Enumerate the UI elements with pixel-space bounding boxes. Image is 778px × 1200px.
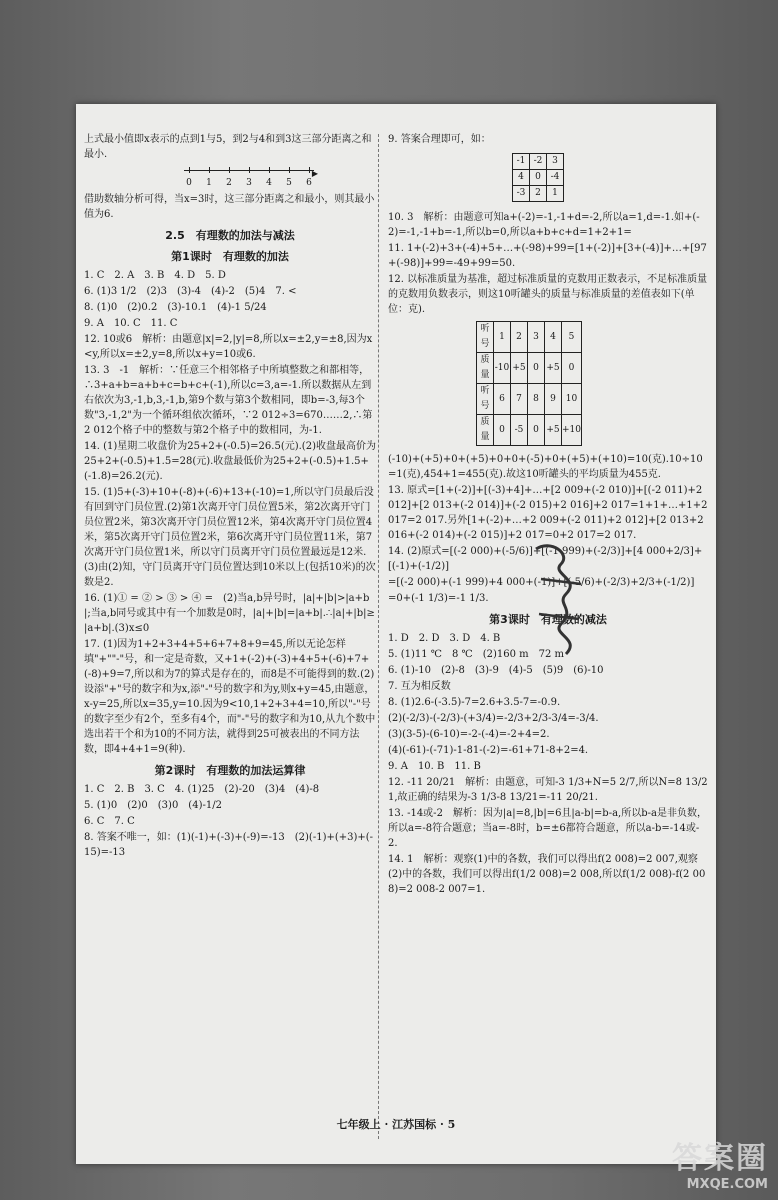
table-cell: -5	[511, 415, 528, 446]
lesson-2-title: 第2课时 有理数的加法运算律	[154, 764, 306, 777]
table-cell: -1	[513, 154, 530, 170]
table-cell: 听号	[477, 322, 494, 353]
section-title: 2.5 有理数的加法与减法	[165, 229, 295, 242]
answer-item: 1. C 2. B 3. C 4. (1)25 (2)-20 (3)4 (4)-8	[84, 784, 320, 795]
number-line-label: 4	[266, 178, 272, 188]
answer-item: 12. -11 20/21 解析：由题意，可知-3 1/3+N=5 2/7,所以N=8 13/21,故正确的结果为-3 1/3-8 13/21=-11 20/21.	[388, 777, 708, 803]
answer-item: 13. -14或-2 解析：因为|a|=8,|b|=6且|a-b|=b-a,所以b-a是非负数，所以a=-8符合题意；当a=-8时，b=±6都符合题意，所以a-b=-14或-2.	[388, 808, 707, 849]
lesson-1-answers	[84, 268, 376, 757]
table-cell: 0	[528, 353, 545, 384]
answer-item: 12. 以标准质量为基准，超过标准质量的克数用正数表示，不足标准质量的克数用负数表示，则这10听罐头的质量与标准质量的差值表如下(单位：克).	[388, 274, 708, 315]
column-divider	[378, 134, 379, 1139]
answer-item: 12. 10或6 解析：由题意|x|=2,|y|=8,所以x=±2,y=±8,因为x<y,所以x=±2,y=8,所以x+y=10或6.	[84, 334, 373, 360]
table-cell: 听号	[477, 384, 494, 415]
lesson-1-title: 第1课时 有理数的加法	[171, 250, 289, 263]
magic-square-row	[513, 186, 564, 202]
weights-row	[477, 322, 582, 353]
table-cell: 质量	[477, 415, 494, 446]
answer-item: 17. (1)因为1+2+3+4+5+6+7+8+9=45,所以无论怎样填"+""-"号，和一定是奇数，又+1+(-2)+(-3)+4+5+(-6)+7+(-8)+9=7,所以和为7的算式是存在的，而8是不可能得到的数.(2)设添"+"号的数字和为x,添"-"号的数字和为y,则x+y=45,由题意，x-y=25,所以x=35,y=10.因为9<10,1+2+3+4=10,所以"-"号的数字至少有2个，至多有4个，而"-"号的数字和为10,从九个数中选出若干个和为10的不同方法，就得到25可被表出的不同方法数，即4+4+1=9(种).	[84, 639, 376, 755]
table-cell: 0	[530, 170, 547, 186]
answer-item: 8. 答案不唯一，如：(1)(-1)+(-3)+(-9)=-13 (2)(-1)+(+3)+(-15)=-13	[84, 832, 374, 858]
answer-item: 11. 1+(-2)+3+(-4)+5+…+(-98)+99=[1+(-2)]+[3+(-4)]+…+[97+(-98)]+99=-49+99=50.	[388, 243, 707, 269]
magic-square-row	[513, 154, 564, 170]
table-cell: 7	[511, 384, 528, 415]
left-column	[84, 132, 376, 861]
weights-row	[477, 415, 582, 446]
answer-item: 9. A 10. C 11. C	[84, 318, 178, 329]
table-cell: 质量	[477, 353, 494, 384]
watermark-url: MXQE.COM	[686, 1177, 768, 1192]
answer-item: (4)(-61)-(-71)-1-81-(-2)=-61+71-8+2=4.	[388, 745, 589, 756]
answer-item: 8. (1)0 (2)0.2 (3)-10.1 (4)-1 5/24	[84, 302, 267, 313]
weights-table	[476, 321, 582, 446]
answer-item: 7. 互为相反数	[388, 681, 451, 692]
answer-item: 5. (1)0 (2)0 (3)0 (4)-1/2	[84, 800, 222, 811]
table-cell: +10	[562, 415, 582, 446]
table-cell: 4	[545, 322, 562, 353]
page-footer: 七年级上 · 江苏国标 · 5	[336, 1118, 456, 1131]
answer-item: 14. (1)星期二收盘价为25+2+(-0.5)=26.5(元).(2)收盘最高价为25+2+(-0.5)+1.5=28(元).收盘最低价为25+2+(-0.5)+1.5+(-1.8)=26.2(元).	[84, 441, 376, 482]
number-line-label: 5	[286, 178, 292, 188]
answer-item: (3)(3-5)-(6-10)=-2-(-4)=-2+4=2.	[388, 729, 550, 740]
table-cell: -3	[513, 186, 530, 202]
table-cell: 3	[528, 322, 545, 353]
number-line-label: 6	[306, 178, 312, 188]
answer-item: 14. 1 解析：观察(1)中的各数，我们可以得出f(2 008)=2 007,观察(2)中的各数，我们可以得出f(1/2 008)=2 008,所以f(1/2 008)-f(2 008)=2 008-2 007=1.	[388, 854, 706, 895]
table-cell: 2	[511, 322, 528, 353]
watermark-logo-text: 答案圈	[672, 1141, 768, 1176]
answer-item: 13. 原式=[1+(-2)]+[(-3)+4]+…+[2 009+(-2 010)]+[(-2 011)+2 012]+[2 013+(-2 014)]+(-2 015)+2 016]+2 017=1+1+…+1+2 017=2 017.另外[1+(-2)+…+2 009+(-2 011)+2 012]+[2 013+2 016+(-2 014)+(-2 015)]+2 017=0+2 017=2 017.	[388, 485, 711, 541]
intro-text: 上式最小值即x表示的点到1与5，到2与4和到3这三部分距离之和最小.	[84, 134, 372, 160]
table-cell: 0	[528, 415, 545, 446]
table-cell: 9	[545, 384, 562, 415]
table-cell: 10	[562, 384, 582, 415]
answer-item: 8. (1)2.6-(-3.5)-7=2.6+3.5-7=-0.9.	[388, 697, 561, 708]
table-cell: +5	[545, 353, 562, 384]
answers-10-12	[388, 210, 708, 317]
table-cell: +5	[511, 353, 528, 384]
answer-item: 1. C 2. A 3. B 4. D 5. D	[84, 270, 226, 281]
answer-item: 1. D 2. D 3. D 4. B	[388, 633, 501, 644]
answer-item: 6. (1)3 1/2 (2)3 (3)-4 (4)-2 (5)4 7. <	[84, 286, 297, 297]
answer-item: 15. (1)5+(-3)+10+(-8)+(-6)+13+(-10)=1,所以守门员最后没有回到守门员位置.(2)第1次离开守门员位置5米，第2次离开守门员位置2米，第3次离开守门员位置12米，第4次离开守门员位置4米，第5次离开守门员位置2米，第6次离开守门员位置11米，第7次离开守门员位置1米，所以守门员离开守门员位置最远是12米.(3)由(2)知，守门员离开守门员位置达到10米以上(包括10米)的次数是2.	[84, 487, 376, 588]
answer-item: 5. (1)11 ℃ 8 ℃ (2)160 m 72 m	[388, 649, 565, 660]
table-cell: -4	[547, 170, 564, 186]
weights-row	[477, 353, 582, 384]
table-cell: -2	[530, 154, 547, 170]
number-line-tick	[229, 167, 230, 173]
magic-square-row	[513, 170, 564, 186]
right-column	[388, 132, 711, 898]
answer-item: (2)(-2/3)-(-2/3)-(+3/4)=-2/3+2/3-3/4=-3/4.	[388, 713, 599, 724]
answer-item: (-10)+(+5)+0+(+5)+0+0+(-5)+0+(+5)+(+10)=10(克).10÷10=1(克),454+1=455(克).故这10听罐头的平均质量为455克.	[388, 454, 703, 480]
number-line-tick	[189, 167, 190, 173]
answer-item: 9. A 10. B 11. B	[388, 761, 481, 772]
table-cell: 6	[494, 384, 511, 415]
table-cell: 2	[530, 186, 547, 202]
table-cell: 1	[494, 322, 511, 353]
answer-item: 6. (1)-10 (2)-8 (3)-9 (4)-5 (5)9 (6)-10	[388, 665, 604, 676]
handwritten-scribble	[531, 539, 591, 669]
table-cell: 8	[528, 384, 545, 415]
number-line-tick	[249, 167, 250, 173]
table-cell: 4	[513, 170, 530, 186]
magic-square-table	[512, 153, 564, 202]
number-line-label: 1	[206, 178, 212, 188]
table-cell: 1	[547, 186, 564, 202]
table-cell: 3	[547, 154, 564, 170]
number-line	[184, 164, 318, 190]
number-line-label: 0	[186, 178, 192, 188]
answer-item: 13. 3 -1 解析：∵任意三个相邻格子中所填整数之和都相等，∴3+a+b=a+b+c=b+c+(-1),所以c=3,a=-1.所以数据从左到右依次为3,-1,b,3,-1,b,第9个数与第3个数相同，即b=-3,每3个数"3,-1,2"为一个循环组依次循环，∵2 012÷3=670……2,∴第2 012个格子中的整数与第2个格子中的数相同，为-1.	[84, 365, 373, 436]
answer-page	[76, 104, 716, 1164]
axis-arrow-icon: ▶	[311, 169, 318, 178]
answer-item: 10. 3 解析：由题意可知a+(-2)=-1,-1+d=-2,所以a=1,d=-1.如+(-2)=-1,-1+b=-1,所以b=0,所以a+b+c+d=1+2+1=	[388, 212, 700, 238]
number-line-tick	[309, 167, 310, 173]
item-9: 9. 答案合理即可，如：	[388, 134, 491, 145]
number-line-tick	[269, 167, 270, 173]
answer-item: 14. (2)原式=[(-2 000)+(-5/6)]+[(-1 999)+(-2/3)]+[4 000+2/3]+[(-1)+(-1/2)]	[388, 546, 703, 572]
number-line-tick	[289, 167, 290, 173]
table-cell: 0	[494, 415, 511, 446]
table-cell: 0	[562, 353, 582, 384]
number-line-label: 2	[226, 178, 232, 188]
answer-item: 16. (1)① = ② > ③ > ④ = (2)当a,b异号时，|a|+|b|>|a+b|;当a,b同号或其中有一个加数是0时，|a|+|b|=|a+b|.∴|a|+|b|≥|a+b|.(3)x≤0	[84, 593, 375, 634]
answer-item: =[(-2 000)+(-1 999)+4 000+(-1)]+[(-5/6)+(-2/3)+2/3+(-1/2)]	[388, 577, 695, 588]
answer-item: =0+(-1 1/3)=-1 1/3.	[388, 593, 489, 604]
lesson-3-title: 第3课时 有理数的减法	[489, 613, 607, 626]
answer-item: 6. C 7. C	[84, 816, 135, 827]
table-cell: +5	[545, 415, 562, 446]
lesson-3-answers	[388, 631, 708, 897]
number-line-label: 3	[246, 178, 252, 188]
table-cell: -10	[494, 353, 511, 384]
intro-conclusion: 借助数轴分析可得，当x=3时，这三部分距离之和最小，则其最小值为6.	[84, 194, 375, 220]
number-line-tick	[209, 167, 210, 173]
site-watermark	[672, 1133, 768, 1192]
weights-row	[477, 384, 582, 415]
table-cell: 5	[562, 322, 582, 353]
lesson-2-answers	[84, 782, 376, 860]
